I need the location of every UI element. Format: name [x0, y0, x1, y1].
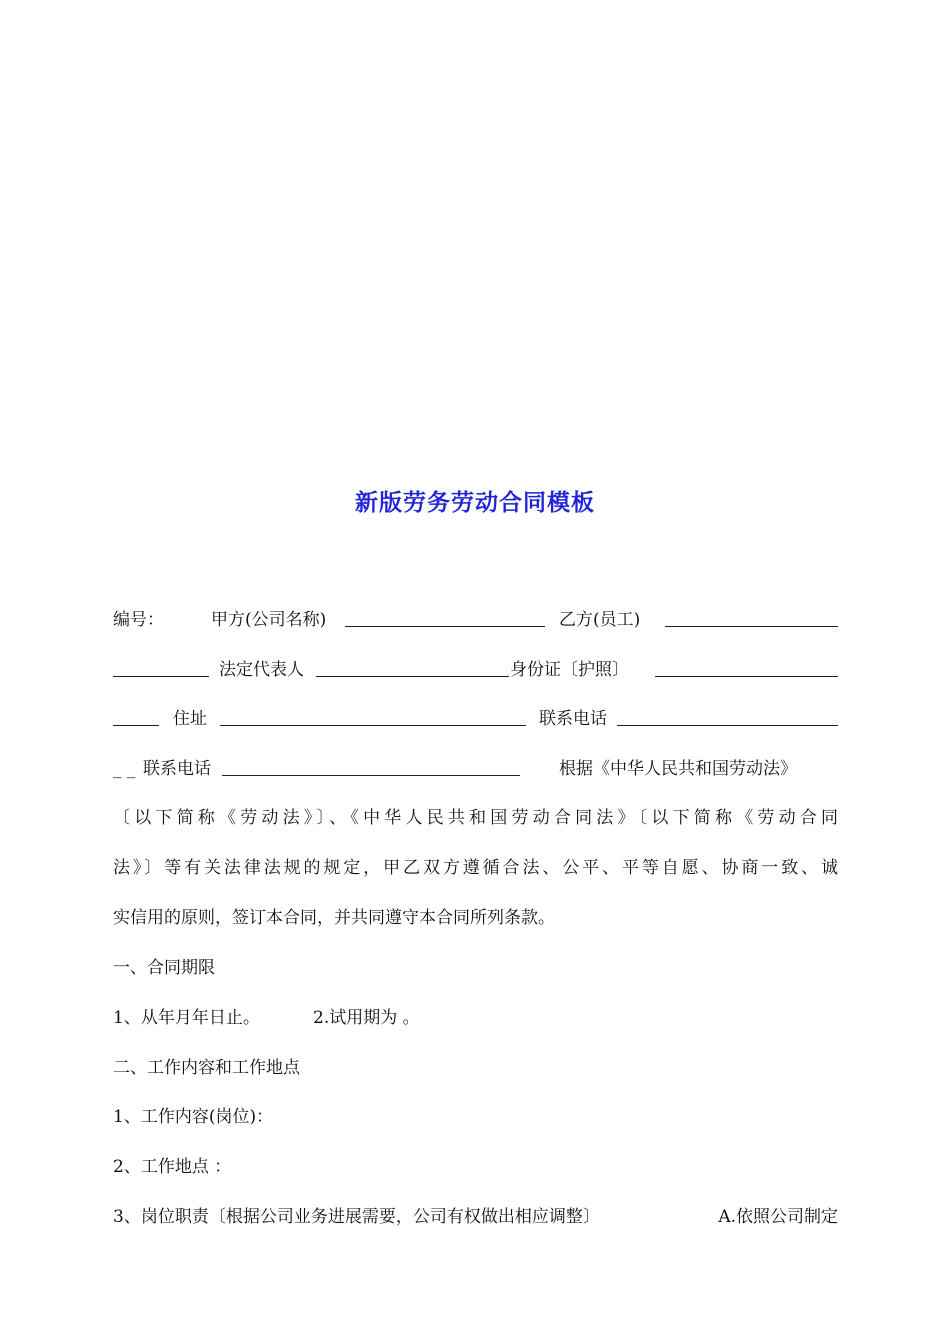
text-genju: 根据《中华人民共和国劳动法》	[559, 759, 797, 779]
blank-jiafang	[345, 626, 545, 627]
paragraph-line-3: 实信用的原则，签订本合同，并共同遵守本合同所列条款。	[113, 908, 555, 928]
header-line-2	[113, 655, 838, 685]
section-2-item-3-line	[113, 1202, 838, 1232]
label-shenfenzheng: 身份证〔护照〕	[510, 660, 629, 680]
paragraph-line-2: 法》〕等有关法律法规的规定，甲乙双方遵循合法、公平、平等自愿、协商一致、诚	[113, 858, 838, 878]
label-zhuzhi: 住址	[173, 709, 207, 729]
label-jiafang: 甲方(公司名称)	[211, 610, 327, 630]
header-line-4	[113, 754, 838, 784]
blank-lianxidianhua-2	[222, 775, 520, 776]
section-2-item-3: 3、岗位职责〔根据公司业务进展需要，公司有权做出相应调整〕	[113, 1207, 600, 1227]
section-1-item-1: 1、从年月年日止。	[113, 1008, 260, 1028]
section-2-item-1: 1、工作内容(岗位)：	[113, 1107, 274, 1127]
blank-fadingdaibiaoren	[316, 676, 509, 677]
label-bianhao: 编号：	[113, 610, 164, 630]
header-line-1	[113, 605, 838, 635]
document-title: 新版劳务劳动合同模板	[355, 489, 595, 516]
section-1-items	[113, 1003, 838, 1033]
label-prefix: _ _	[113, 759, 136, 779]
label-lianxidianhua-2: 联系电话	[143, 759, 211, 779]
section-2-item-3-tail: A.依照公司制定	[718, 1207, 838, 1227]
label-lianxidianhua: 联系电话	[539, 709, 607, 729]
blank-yifang-cont	[113, 676, 209, 677]
blank-shenfenzheng-cont	[113, 725, 159, 726]
label-fadingdaibiaoren: 法定代表人	[219, 660, 304, 680]
blank-zhuzhi	[220, 725, 526, 726]
section-2-item-2: 2、工作地点 ：	[113, 1157, 232, 1177]
section-1-heading: 一、合同期限	[113, 958, 215, 978]
section-1-item-2: 2.试用期为 。	[313, 1008, 420, 1028]
section-2-heading: 二、工作内容和工作地点	[113, 1058, 300, 1078]
blank-shenfenzheng	[655, 676, 838, 677]
header-line-3	[113, 704, 838, 734]
label-yifang: 乙方(员工)	[559, 610, 641, 630]
paragraph-line-1: 〔以下简称《劳动法》〕、《中华人民共和国劳动合同法》〔以下简称《劳动合同	[113, 808, 838, 828]
blank-yifang	[665, 626, 838, 627]
blank-lianxidianhua	[617, 725, 838, 726]
